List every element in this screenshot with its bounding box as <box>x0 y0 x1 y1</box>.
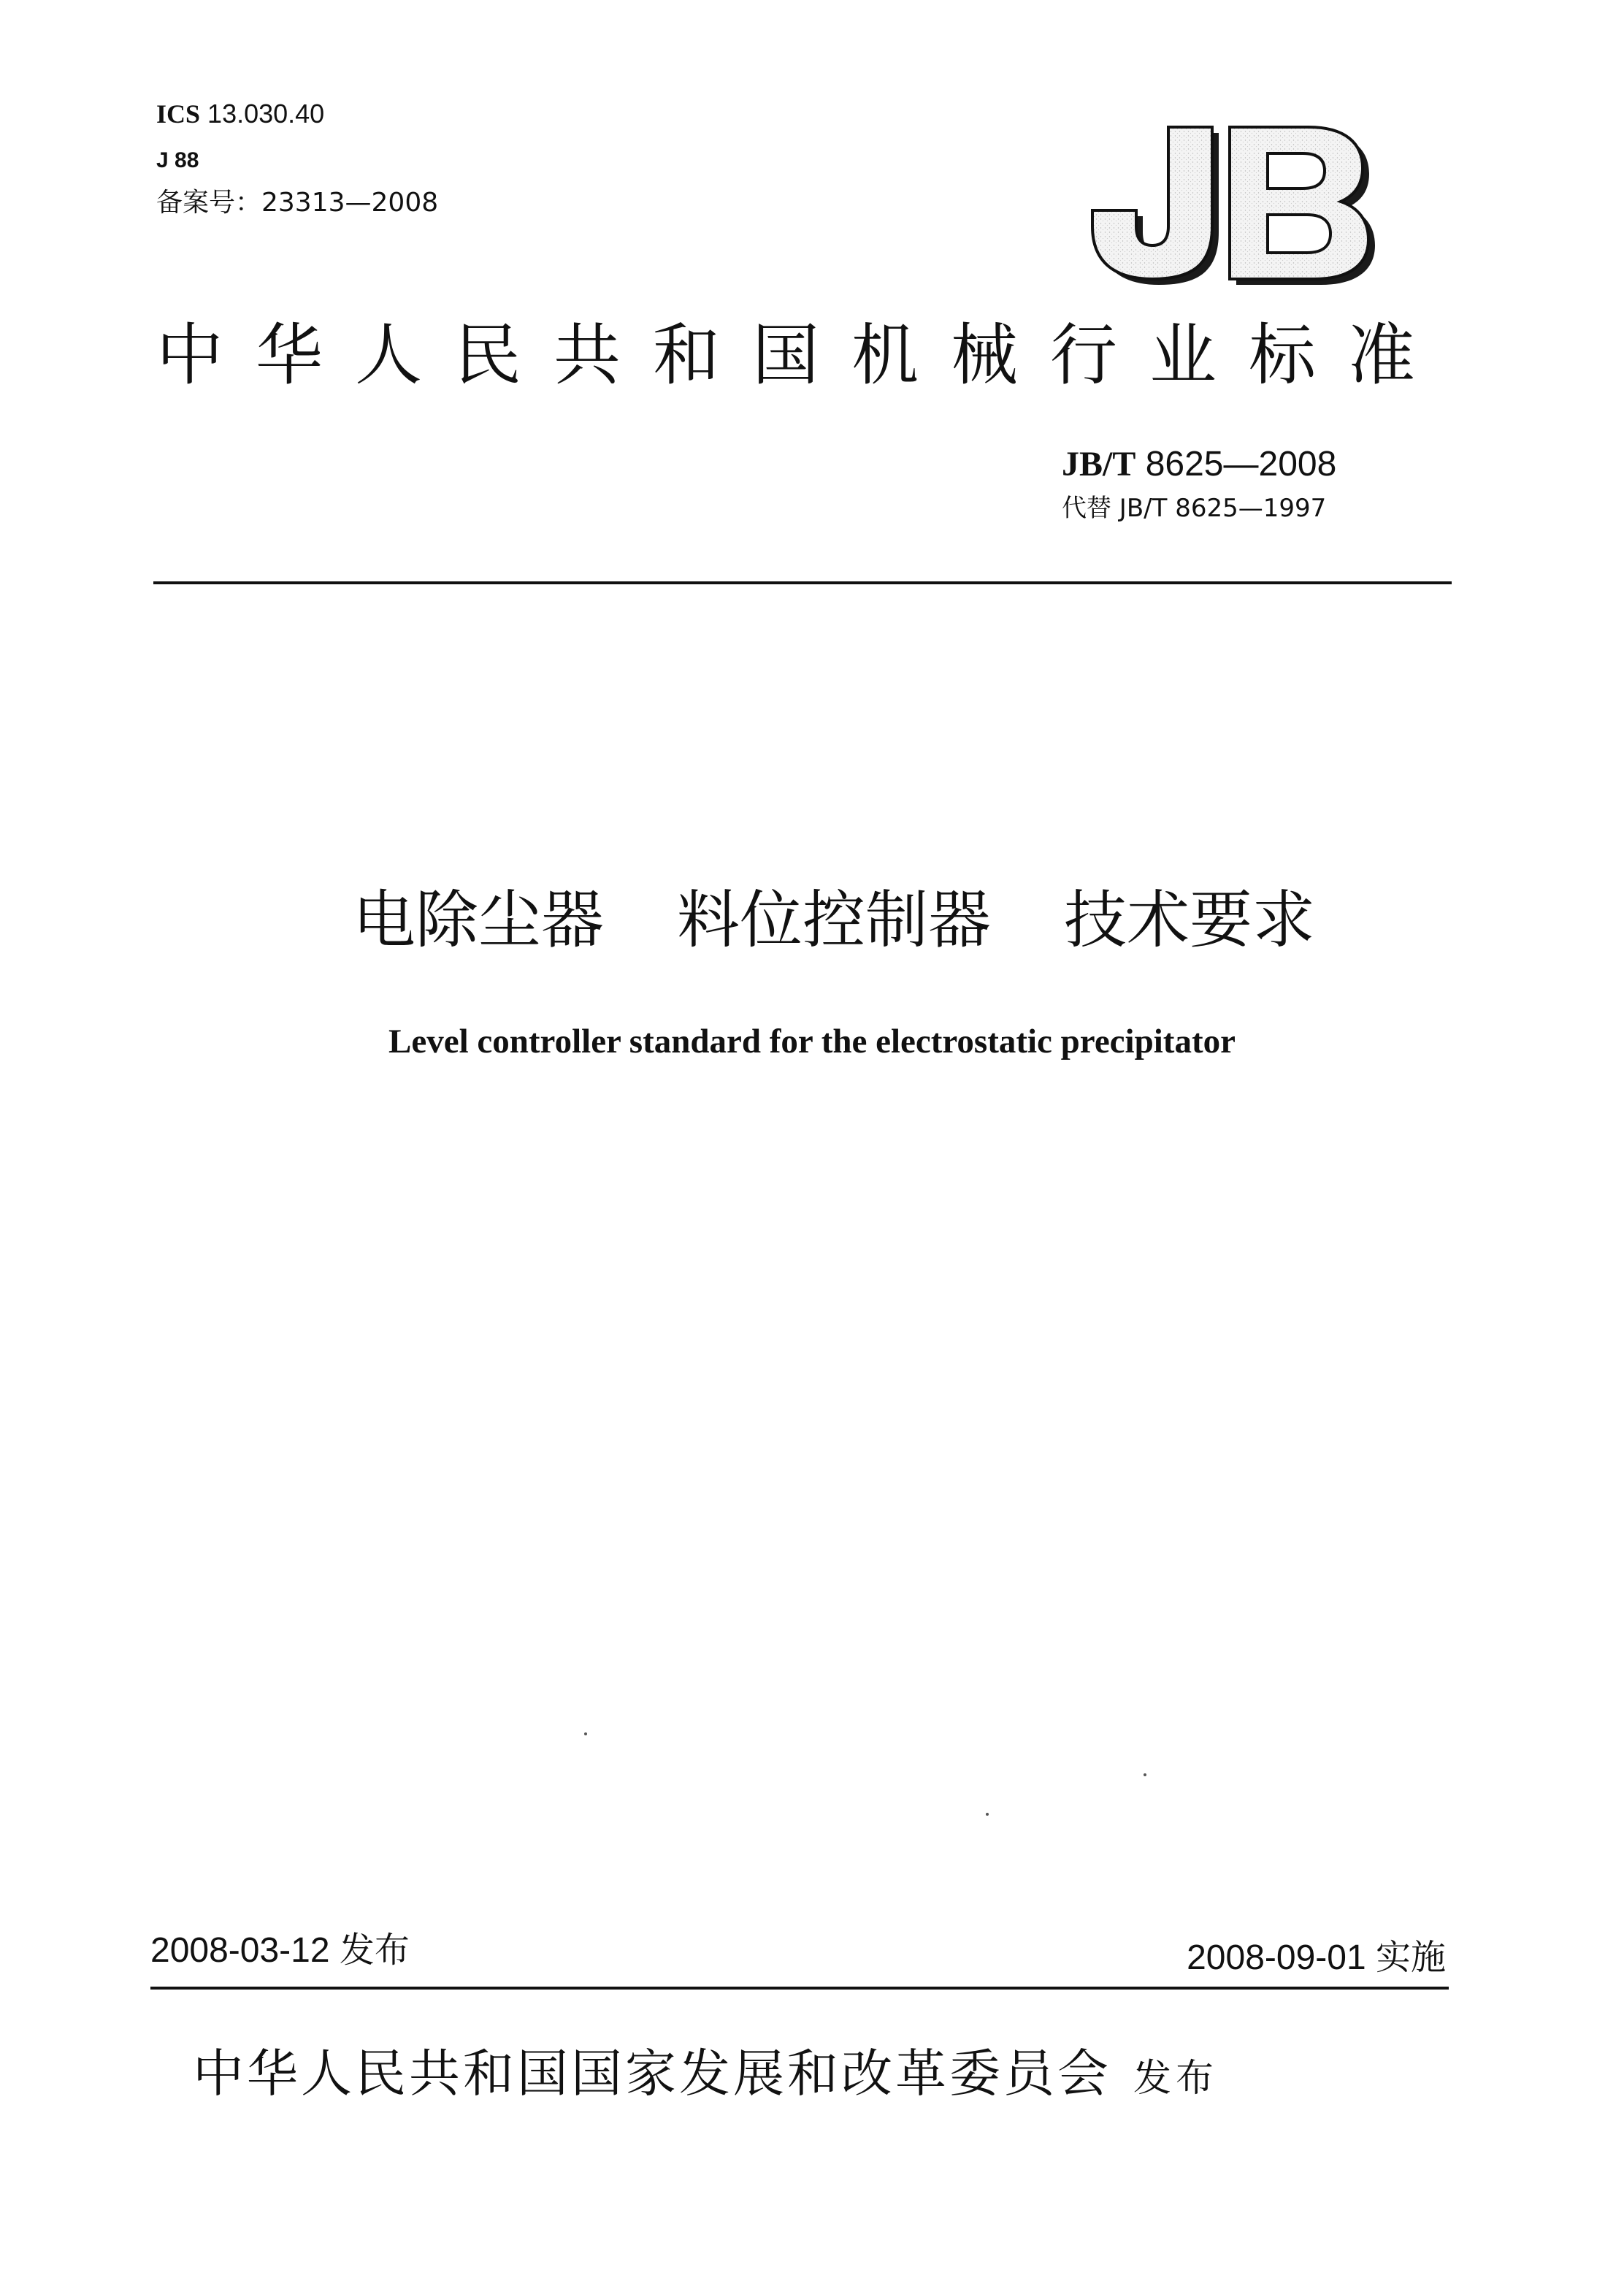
header-divider <box>153 581 1452 584</box>
ics-prefix: ICS <box>156 99 201 129</box>
scan-speck <box>986 1813 989 1816</box>
issuing-authority <box>193 2041 1218 2112</box>
document-title-cn <box>0 882 1624 958</box>
ics-code <box>156 98 324 130</box>
ics-number: 13.030.40 <box>207 99 325 129</box>
issuer-name: 中华人民共和国国家发展和改革委员会 <box>193 2044 1111 2103</box>
classification-code: J 88 <box>156 148 199 172</box>
publish-date-value: 2008-03-12 <box>150 1931 330 1970</box>
title-part-3: 技术要求 <box>1064 884 1315 957</box>
standard-number <box>1062 444 1336 485</box>
scan-speck <box>584 1732 587 1735</box>
national-standard-title: 中华人民共和国机械行业标准 <box>156 316 1448 394</box>
title-part-2: 料位控制器 <box>677 884 991 957</box>
publish-date <box>150 1928 410 1973</box>
implementation-label: 实施 <box>1375 1937 1446 1978</box>
jb-logo <box>1073 117 1380 285</box>
implementation-date-value: 2008-09-01 <box>1187 1938 1366 1977</box>
record-number: 备案号：23313—2008 <box>156 188 439 218</box>
replaces-standard: 代替 JB/T 8625—1997 <box>1062 494 1327 523</box>
publish-label: 发布 <box>339 1930 410 1971</box>
implementation-date <box>1187 1935 1446 1980</box>
scan-speck <box>1144 1773 1146 1776</box>
standard-prefix: JB/T <box>1062 445 1136 484</box>
title-part-1: 电除尘器 <box>353 884 604 957</box>
footer-divider <box>150 1987 1449 1990</box>
issuer-verb: 发布 <box>1133 2057 1219 2101</box>
standard-code: 8625—2008 <box>1145 445 1337 484</box>
document-title-en: Level controller standard for the electrostatic precipitator <box>388 1023 1236 1061</box>
